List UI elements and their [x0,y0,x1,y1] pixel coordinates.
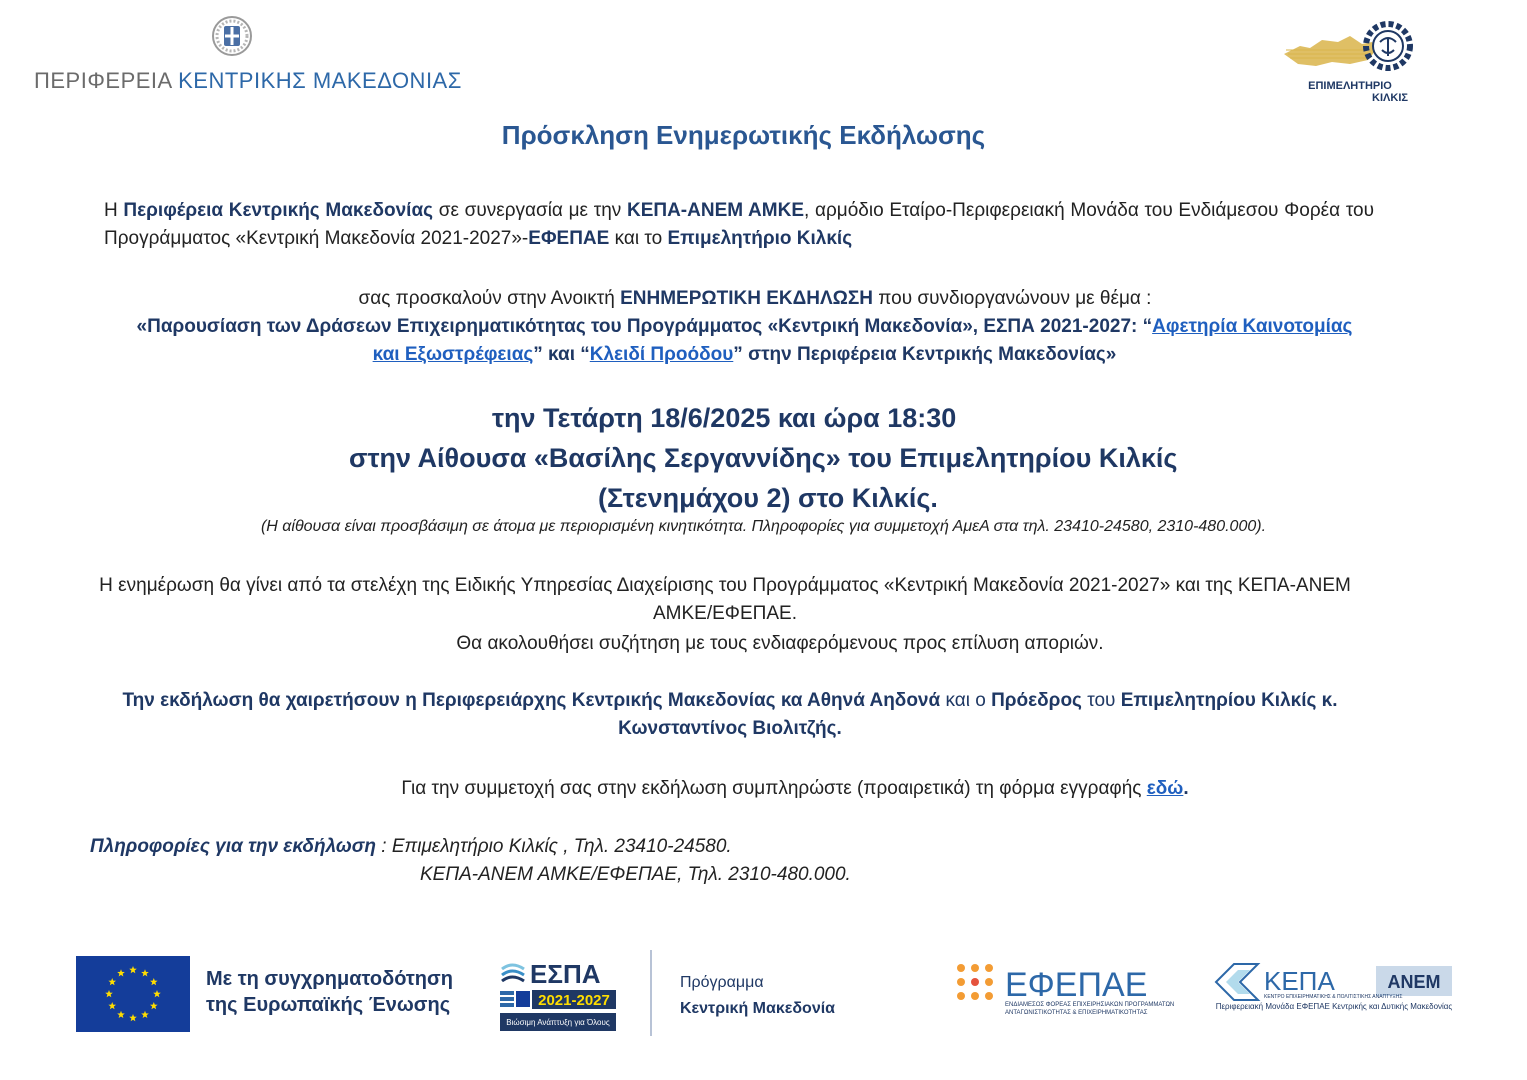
info-label: Πληροφορίες για την εκδήλωση [90,836,376,857]
intro-text-4: και το [609,228,668,249]
briefing-paragraph: Η ενημέρωση θα γίνει από τα στελέχη της Ειδικής Υπηρεσίας Διαχείρισης του Προγράμματος «Κεντρική Μακεδονία 2021-2027» και της ΚΕΠΑ-ΑΝΕΜ ΑΜΚΕ/ΕΦΕΠΑΕ. [99,575,1351,624]
accessibility-note: (Η αίθουσα είναι προσβάσιμη σε άτομα με περιορισμένη κινητικότητα. Πληροφορίες για συμμετοχή ΑμεΑ στα τηλ. 23410-24580, 2310-480.000). [260,518,1267,535]
region-name-part1: ΠΕΡΙΦΕΡΕΙΑ [34,68,172,93]
page-title: Πρόσκληση Ενημερωτικής Εκδήλωσης [501,120,986,150]
info-chamber-phone: : Επιμελητήριο Κιλκίς , Τηλ. 23410-24580. [375,836,732,857]
program-line-2: Κεντρική Μακεδονία [680,1000,836,1017]
registration-line [0,775,1527,803]
program-text [680,970,835,1022]
invite-event-type: ΕΝΗΜΕΡΩΤΙΚΗ ΕΚΔΗΛΩΣΗ [620,288,874,309]
greetings-president: Πρόεδρος [991,690,1082,711]
theme-text-3: ” στην Περιφέρεια Κεντρικής Μακεδονίας» [733,344,1117,365]
eu-flag-icon [76,956,190,1032]
event-theme [132,313,1357,369]
greetings-chamber: Επιμελητηρίου Κιλκίς κ. Κωνσταντίνος Βιολιτζής. [618,690,1338,739]
kepa-caption: Περιφερειακή Μονάδα ΕΦΕΠΑΕ Κεντρικής και Δυτικής Μακεδονίας [1215,1002,1453,1011]
theme-text-2: ” και “ [533,344,590,365]
program-line-1: Πρόγραμμα [680,974,764,991]
espa-years: 2021-2027 [538,992,610,1009]
chamber-name-line1: ΕΠΙΜΕΛΗΤΗΡΙΟ [1308,80,1392,92]
efepae-sub-2: ΑΝΤΑΓΩΝΙΣΤΙΚΟΤΗΤΑΣ & ΕΠΙΧΕΙΡΗΜΑΤΙΚΟΤΗΤΑΣ [1005,1010,1148,1016]
intro-text-3: , αρμόδιο Εταίρο-Περιφερειακή Μονάδα του Ενδιάμεσου Φορέα του Προγράμματος «Κεντρική Μακεδονία 2021-2027»- [104,200,1375,249]
greetings-governor: Την εκδήλωση θα χαιρετήσουν η Περιφερειάρχης Κεντρικής Μακεδονίας κα Αθηνά Αηδονά [122,690,941,711]
theme-text-1: «Παρουσίαση των Δράσεων Επιχειρηματικότητας του Προγράμματος «Κεντρική Μακεδονία», ΕΣΠΑ 2021-2027: “ [136,316,1153,337]
event-venue: στην Αίθουσα «Βασίλης Σεργαννίδης» του Επιμελητηρίου Κιλκίς [349,443,1178,473]
espa-slogan: Βιώσιμη Ανάπτυξη για Όλους [506,1018,610,1027]
invite-text-2: που συνδιοργανώνουν με θέμα : [873,288,1152,309]
intro-chamber: Επιμελητήριο Κιλκίς [667,228,853,249]
region-name-part2: ΚΕΝΤΡΙΚΗΣ ΜΑΚΕΔΟΝΙΑΣ [178,68,462,93]
event-date: την Τετάρτη 18/6/2025 και ώρα 18:30 [492,403,957,433]
eu-line-1: Με τη συγχρηματοδότηση [206,968,453,990]
greek-emblem-icon [212,14,252,58]
eu-cofunding-text [206,966,453,1018]
chamber-gear-icon [1280,16,1420,80]
espa-name: ΕΣΠΑ [530,959,601,989]
intro-kepa: ΚΕΠΑ-ΑΝΕΜ ΑΜΚΕ [626,200,804,221]
efepae-sub-1: ΕΝΔΙΑΜΕΣΟΣ ΦΟΡΕΑΣ ΕΠΙΧΕΙΡΗΣΙΑΚΩΝ ΠΡΟΓΡΑΜΜΑΤΩΝ [1005,1002,1175,1008]
chamber-logo [1280,16,1420,112]
theme-link-2[interactable]: Κλειδί Προόδου [589,344,734,365]
footer-divider [650,950,652,1036]
registration-end: . [1183,778,1189,799]
discussion-line: Θα ακολουθήσει συζήτηση με τους ενδιαφερόμενους προς επίλυση αποριών. [456,633,1104,654]
registration-link[interactable]: εδώ [1146,778,1184,799]
greetings-text-2: του [1081,690,1121,711]
chamber-name [1280,80,1420,104]
kepa-sub: ΚΕΝΤΡΟ ΕΠΙΧΕΙΡΗΜΑΤΙΚΗΣ & ΠΟΛΙΤΙΣΤΙΚΗΣ ΑΝΑΠΤΥΞΗΣ [1264,994,1403,1000]
chamber-name-line2: ΚΙΛΚΙΣ [1372,92,1408,104]
intro-text-1: Η [104,200,124,221]
region-name [34,68,462,94]
info-line-1 [90,836,732,858]
intro-text-2: σε συνεργασία με την [433,200,627,221]
efepae-name: ΕΦΕΠΑΕ [1005,966,1148,1004]
event-address: (Στενημάχου 2) στο Κιλκίς. [598,483,938,513]
invite-line [0,285,1510,313]
registration-text: Για την συμμετοχή σας στην εκδήλωση συμπληρώστε (προαιρετικά) τη φόρμα εγγραφής [401,778,1147,799]
eu-line-2: της Ευρωπαϊκής Ένωσης [206,994,451,1016]
info-kepa-phone: ΚΕΠΑ-ΑΝΕΜ ΑΜΚΕ/ΕΦΕΠΑΕ, Τηλ. 2310-480.000. [420,864,851,885]
anem-name: ΑΝΕΜ [1387,972,1441,992]
greetings-paragraph [90,687,1370,743]
efepae-logo [955,960,1200,1020]
intro-region: Περιφέρεια Κεντρικής Μακεδονίας [123,200,434,221]
invite-text-1: σας προσκαλούν στην Ανοικτή [358,288,621,309]
theme-link-1[interactable]: Αφετηρία Καινοτομίας και Εξωστρέφειας [372,316,1353,365]
espa-logo [498,957,618,1033]
greetings-text-1: και ο [940,690,992,711]
intro-efepae: ΕΦΕΠΑΕ [528,228,610,249]
kepa-name: ΚΕΠΑ [1264,966,1335,996]
intro-paragraph [104,197,1374,253]
